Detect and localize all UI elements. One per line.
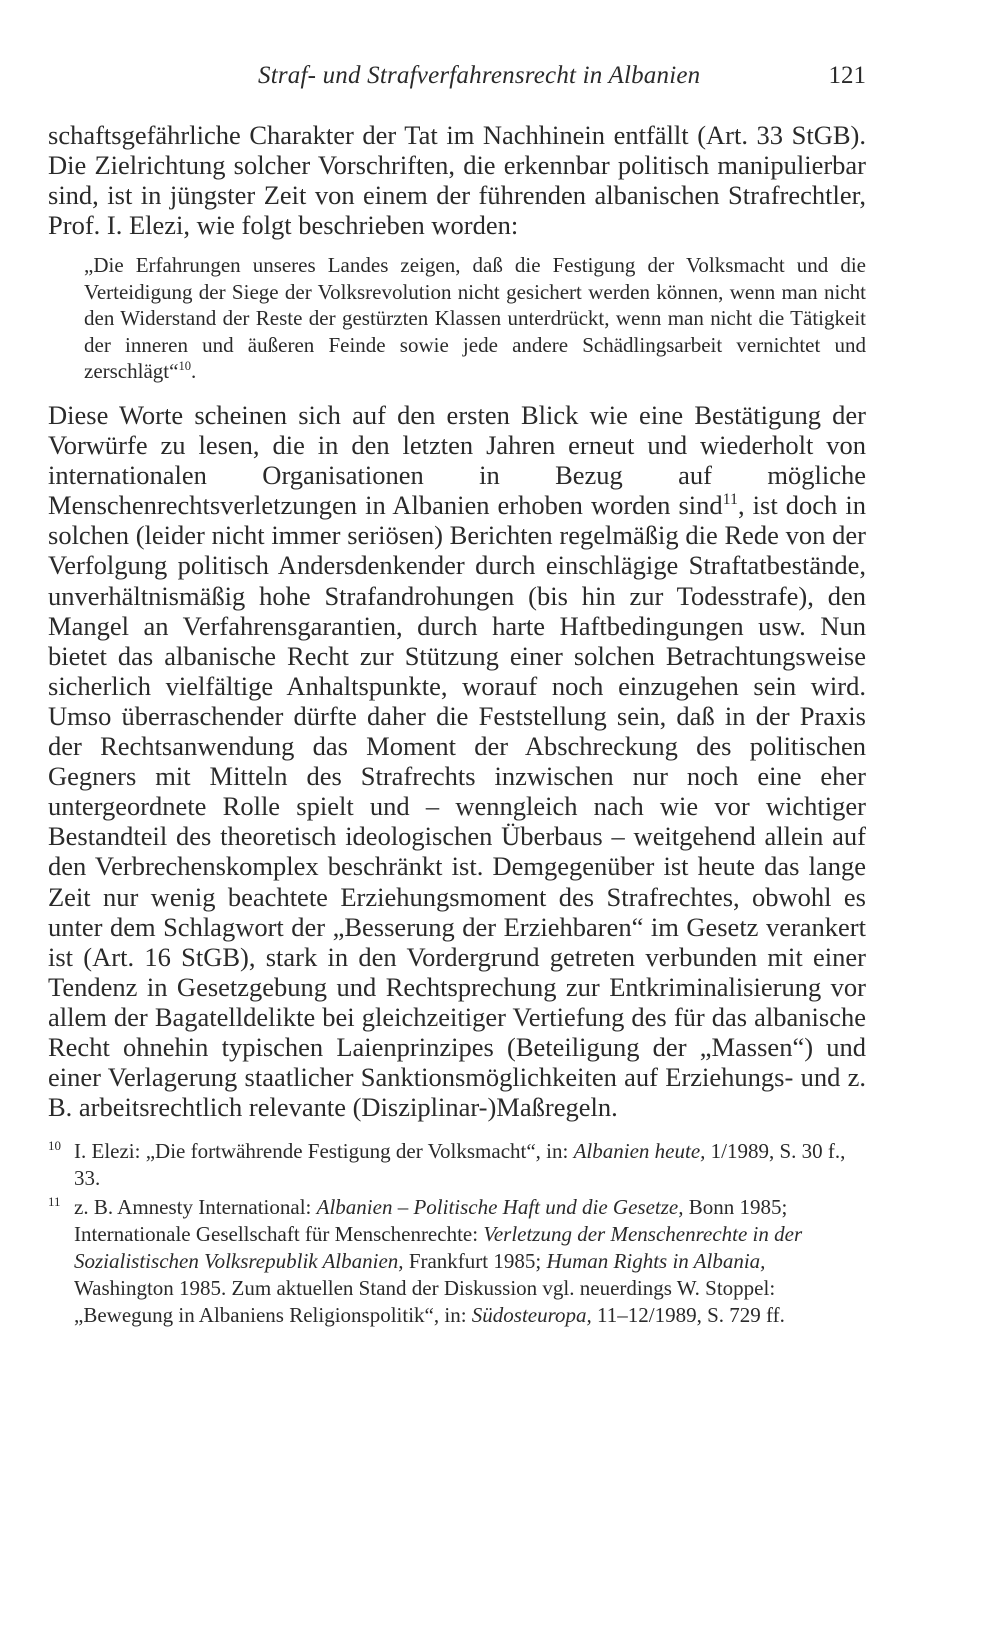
footnote-text-segment: I. Elezi: „Die fortwährende Festigung der Volksmacht“, in:: [74, 1139, 574, 1163]
footnote-title-italic: Albanien – Politische Haft und die Gesetze,: [316, 1195, 684, 1219]
footnote-title-italic: Albanien heute,: [573, 1139, 706, 1163]
main-paragraph-part1: Diese Worte scheinen sich auf den ersten Blick wie eine Bestätigung der Vorwürfe zu lesen, die in den letzten Jahren erneut und wiederholt von internationalen Organisationen in Bezug auf mögliche Menschenrechtsverletzungen in Albanien erhoben worden sind: [48, 400, 866, 521]
footnote-text-segment: Bonn 1985; Internationale Gesellschaft für Menschenrechte:: [74, 1195, 788, 1246]
footnotes: [48, 1138, 866, 1331]
footnote-ref-10[interactable]: 10: [178, 359, 192, 373]
block-quote: [84, 252, 866, 385]
footnote-title-italic: Verletzung der Menschenrechte in der Sozialistischen Volksrepublik Albanien,: [74, 1222, 803, 1273]
footnote-text-segment: z. B. Amnesty International:: [74, 1195, 317, 1219]
quote-text: „Die Erfahrungen unseres Landes zeigen, daß die Festigung der Volksmacht und die Verteidigung der Siege der Volksrevolution nicht gesichert werden können, wenn man nicht den Widerstand der Reste der gestürzten Klassen unterdrückt, wenn man nicht die Tätigkeit der inneren und äußeren Feinde sowie jede andere Schädlingsarbeit vernichtet und zerschlägt“: [84, 253, 866, 383]
footnote-title-italic: Südosteuropa,: [471, 1303, 592, 1327]
footnote-ref-11[interactable]: 11: [722, 491, 738, 509]
footnote-11: [48, 1194, 866, 1329]
footnote-text-segment: 1/1989, S. 30 f., 33.: [74, 1139, 846, 1190]
main-paragraph: [48, 400, 866, 1122]
footnote-text-segment: Washington 1985. Zum aktuellen Stand der Diskussion vgl. neuerdings W. Stoppel: „Bewegung in Albaniens Religionspolitik“, in:: [74, 1276, 776, 1327]
footnote-number: 11: [48, 1194, 61, 1209]
footnote-10: [48, 1138, 866, 1192]
footnote-text: [74, 1139, 845, 1190]
footnote-text: [74, 1195, 802, 1327]
quote-end: .: [191, 359, 197, 383]
footnote-text-segment: Frankfurt 1985;: [403, 1249, 547, 1273]
footnote-number: 10: [48, 1138, 61, 1153]
page-header: [48, 62, 866, 102]
intro-paragraph: schaftsgefährliche Charakter der Tat im Nachhinein entfällt (Art. 33 StGB). Die Zielrichtung solcher Vorschriften, die erkennbar politisch manipulierbar sind, ist in jüngster Zeit von einem der führenden albanischen Strafrechtler, Prof. I. Elezi, wie folgt beschrieben worden:: [48, 120, 866, 241]
footnote-text-segment: 11–12/1989, S. 729 ff.: [591, 1303, 785, 1327]
running-head: Straf- und Strafverfahrensrecht in Albanien: [258, 62, 701, 89]
page-number: 121: [828, 62, 866, 89]
footnote-title-italic: Human Rights in Albania,: [546, 1249, 766, 1273]
main-paragraph-part2: , ist doch in solchen (leider nicht immer seriösen) Berichten regelmäßig die Rede von der Verfolgung politisch Andersdenkender durch einschlägige Straftatbestände, unverhältnismäßig hohe Strafandrohungen (bis hin zur Todesstrafe), den Mangel an Verfahrensgarantien, durch harte Haftbedingungen usw. Nun bietet das albanische Recht zur Stützung einer solchen Betrachtungsweise sicherlich vielfältige Anhaltspunkte, worauf noch einzugehen sein wird. Umso überraschender dürfte daher die Feststellung sein, daß in der Praxis der Rechtsanwendung das Moment der Abschreckung des politischen Gegners mit Mitteln des Strafrechts inzwischen nur noch eine eher untergeordnete Rolle spielt und – wenngleich nach wie vor wichtiger Bestandteil des theoretisch ideologischen Überbaus – weitgehend allein auf den Verbrechenskomplex beschränkt ist. Demgegenüber ist heute das lange Zeit nur wenig beachtete Erziehungsmoment des Strafrechtes, obwohl es unter dem Schlagwort der „Besserung der Erziehbaren“ im Gesetz verankert ist (Art. 16 StGB), stark in den Vordergrund getreten verbunden mit einer Tendenz in Gesetzgebung und Rechtsprechung zur Entkriminalisierung vor allem der Bagatelldelikte bei gleichzeitiger Vertiefung des für das albanische Recht ohnehin typischen Laienprinzipes (Beteiligung der „Massen“) und einer Verlagerung staatlicher Sanktionsmöglichkeiten auf Erziehungs- und z. B. arbeitsrechtlich relevante (Disziplinar-)Maßregeln.: [48, 490, 866, 1123]
